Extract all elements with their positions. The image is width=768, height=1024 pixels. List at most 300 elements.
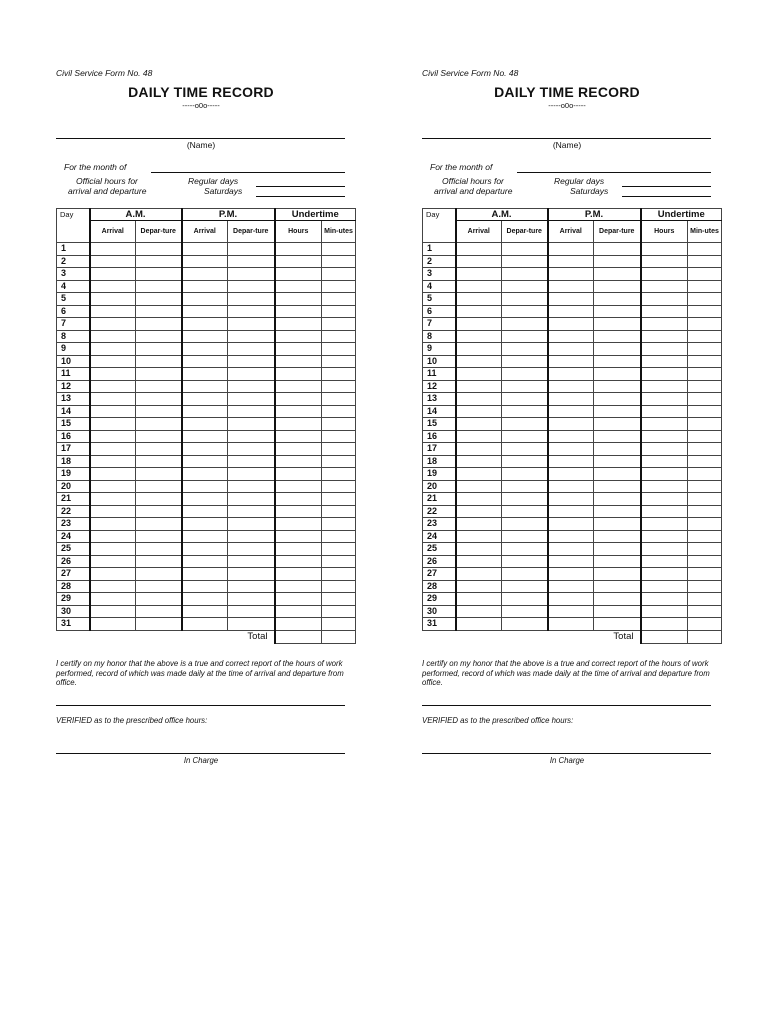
am-arrival-cell[interactable]: [90, 605, 136, 618]
undertime-minutes-cell[interactable]: [322, 568, 356, 581]
pm-departure-cell[interactable]: [594, 368, 641, 381]
pm-departure-cell[interactable]: [228, 493, 275, 506]
pm-arrival-cell[interactable]: [548, 580, 594, 593]
am-arrival-cell[interactable]: [456, 555, 502, 568]
pm-arrival-cell[interactable]: [182, 568, 228, 581]
undertime-hours-cell[interactable]: [641, 518, 688, 531]
pm-departure-cell[interactable]: [594, 593, 641, 606]
pm-departure-cell[interactable]: [228, 330, 275, 343]
pm-departure-cell[interactable]: [594, 555, 641, 568]
am-arrival-cell[interactable]: [90, 580, 136, 593]
pm-departure-cell[interactable]: [228, 243, 275, 256]
pm-departure-cell[interactable]: [594, 443, 641, 456]
pm-arrival-cell[interactable]: [182, 330, 228, 343]
pm-arrival-cell[interactable]: [548, 530, 594, 543]
pm-departure-cell[interactable]: [228, 430, 275, 443]
undertime-minutes-cell[interactable]: [322, 393, 356, 406]
pm-departure-cell[interactable]: [228, 293, 275, 306]
pm-arrival-cell[interactable]: [548, 330, 594, 343]
undertime-minutes-cell[interactable]: [322, 268, 356, 281]
undertime-minutes-cell[interactable]: [688, 543, 722, 556]
am-departure-cell[interactable]: [502, 418, 548, 431]
undertime-minutes-cell[interactable]: [688, 280, 722, 293]
pm-arrival-cell[interactable]: [182, 468, 228, 481]
undertime-hours-cell[interactable]: [275, 480, 322, 493]
undertime-hours-cell[interactable]: [641, 618, 688, 631]
am-arrival-cell[interactable]: [90, 555, 136, 568]
pm-arrival-cell[interactable]: [182, 305, 228, 318]
undertime-minutes-cell[interactable]: [322, 530, 356, 543]
pm-arrival-cell[interactable]: [548, 318, 594, 331]
am-departure-cell[interactable]: [502, 380, 548, 393]
pm-departure-cell[interactable]: [594, 355, 641, 368]
pm-arrival-cell[interactable]: [548, 293, 594, 306]
total-minutes-cell[interactable]: [322, 630, 356, 643]
undertime-minutes-cell[interactable]: [688, 480, 722, 493]
undertime-hours-cell[interactable]: [641, 255, 688, 268]
am-departure-cell[interactable]: [502, 293, 548, 306]
undertime-hours-cell[interactable]: [641, 468, 688, 481]
pm-departure-cell[interactable]: [594, 255, 641, 268]
undertime-minutes-cell[interactable]: [688, 555, 722, 568]
undertime-minutes-cell[interactable]: [322, 380, 356, 393]
pm-arrival-cell[interactable]: [548, 568, 594, 581]
name-line[interactable]: [422, 138, 711, 139]
pm-arrival-cell[interactable]: [182, 430, 228, 443]
regular-days-field[interactable]: [622, 186, 711, 187]
pm-departure-cell[interactable]: [228, 455, 275, 468]
am-arrival-cell[interactable]: [90, 330, 136, 343]
undertime-minutes-cell[interactable]: [322, 305, 356, 318]
pm-departure-cell[interactable]: [228, 443, 275, 456]
undertime-minutes-cell[interactable]: [688, 618, 722, 631]
am-departure-cell[interactable]: [502, 268, 548, 281]
pm-departure-cell[interactable]: [228, 368, 275, 381]
am-departure-cell[interactable]: [502, 543, 548, 556]
undertime-hours-cell[interactable]: [275, 280, 322, 293]
pm-arrival-cell[interactable]: [182, 580, 228, 593]
am-departure-cell[interactable]: [136, 405, 182, 418]
undertime-hours-cell[interactable]: [275, 430, 322, 443]
undertime-minutes-cell[interactable]: [688, 493, 722, 506]
undertime-minutes-cell[interactable]: [322, 318, 356, 331]
undertime-minutes-cell[interactable]: [688, 380, 722, 393]
am-arrival-cell[interactable]: [90, 380, 136, 393]
am-departure-cell[interactable]: [136, 618, 182, 631]
undertime-hours-cell[interactable]: [275, 543, 322, 556]
pm-arrival-cell[interactable]: [182, 418, 228, 431]
undertime-minutes-cell[interactable]: [688, 418, 722, 431]
undertime-hours-cell[interactable]: [275, 343, 322, 356]
undertime-hours-cell[interactable]: [641, 418, 688, 431]
am-departure-cell[interactable]: [136, 455, 182, 468]
am-arrival-cell[interactable]: [90, 518, 136, 531]
am-arrival-cell[interactable]: [456, 593, 502, 606]
undertime-minutes-cell[interactable]: [322, 555, 356, 568]
pm-arrival-cell[interactable]: [182, 505, 228, 518]
am-departure-cell[interactable]: [502, 330, 548, 343]
am-departure-cell[interactable]: [136, 343, 182, 356]
pm-arrival-cell[interactable]: [182, 368, 228, 381]
undertime-minutes-cell[interactable]: [688, 468, 722, 481]
pm-arrival-cell[interactable]: [182, 618, 228, 631]
am-departure-cell[interactable]: [136, 293, 182, 306]
pm-arrival-cell[interactable]: [548, 430, 594, 443]
saturdays-field[interactable]: [622, 196, 711, 197]
am-arrival-cell[interactable]: [90, 418, 136, 431]
employee-signature-line[interactable]: [56, 705, 345, 706]
undertime-hours-cell[interactable]: [641, 605, 688, 618]
undertime-hours-cell[interactable]: [641, 580, 688, 593]
am-departure-cell[interactable]: [136, 443, 182, 456]
am-arrival-cell[interactable]: [90, 305, 136, 318]
pm-departure-cell[interactable]: [228, 318, 275, 331]
am-arrival-cell[interactable]: [456, 305, 502, 318]
pm-arrival-cell[interactable]: [548, 343, 594, 356]
am-arrival-cell[interactable]: [456, 443, 502, 456]
am-departure-cell[interactable]: [136, 430, 182, 443]
am-arrival-cell[interactable]: [90, 480, 136, 493]
am-departure-cell[interactable]: [136, 368, 182, 381]
am-arrival-cell[interactable]: [456, 380, 502, 393]
am-departure-cell[interactable]: [136, 243, 182, 256]
pm-departure-cell[interactable]: [228, 480, 275, 493]
am-departure-cell[interactable]: [136, 568, 182, 581]
undertime-minutes-cell[interactable]: [322, 443, 356, 456]
am-arrival-cell[interactable]: [456, 355, 502, 368]
am-arrival-cell[interactable]: [90, 318, 136, 331]
am-arrival-cell[interactable]: [90, 443, 136, 456]
employee-signature-line[interactable]: [422, 705, 711, 706]
pm-departure-cell[interactable]: [594, 343, 641, 356]
undertime-minutes-cell[interactable]: [322, 593, 356, 606]
pm-departure-cell[interactable]: [594, 605, 641, 618]
am-departure-cell[interactable]: [502, 568, 548, 581]
pm-arrival-cell[interactable]: [548, 355, 594, 368]
undertime-hours-cell[interactable]: [641, 480, 688, 493]
pm-arrival-cell[interactable]: [548, 480, 594, 493]
pm-departure-cell[interactable]: [594, 305, 641, 318]
pm-departure-cell[interactable]: [228, 468, 275, 481]
am-arrival-cell[interactable]: [456, 343, 502, 356]
pm-departure-cell[interactable]: [594, 468, 641, 481]
am-arrival-cell[interactable]: [456, 493, 502, 506]
pm-departure-cell[interactable]: [594, 318, 641, 331]
undertime-hours-cell[interactable]: [275, 305, 322, 318]
am-arrival-cell[interactable]: [90, 243, 136, 256]
undertime-minutes-cell[interactable]: [688, 355, 722, 368]
am-departure-cell[interactable]: [136, 518, 182, 531]
pm-arrival-cell[interactable]: [182, 518, 228, 531]
undertime-minutes-cell[interactable]: [322, 430, 356, 443]
pm-departure-cell[interactable]: [594, 380, 641, 393]
undertime-minutes-cell[interactable]: [322, 355, 356, 368]
undertime-minutes-cell[interactable]: [688, 318, 722, 331]
pm-departure-cell[interactable]: [594, 268, 641, 281]
am-departure-cell[interactable]: [136, 280, 182, 293]
undertime-minutes-cell[interactable]: [688, 343, 722, 356]
undertime-hours-cell[interactable]: [641, 593, 688, 606]
undertime-minutes-cell[interactable]: [322, 405, 356, 418]
am-arrival-cell[interactable]: [90, 618, 136, 631]
am-arrival-cell[interactable]: [90, 455, 136, 468]
undertime-hours-cell[interactable]: [641, 380, 688, 393]
pm-arrival-cell[interactable]: [548, 593, 594, 606]
pm-arrival-cell[interactable]: [548, 418, 594, 431]
am-arrival-cell[interactable]: [90, 355, 136, 368]
am-departure-cell[interactable]: [136, 380, 182, 393]
am-arrival-cell[interactable]: [456, 505, 502, 518]
undertime-hours-cell[interactable]: [641, 443, 688, 456]
am-arrival-cell[interactable]: [456, 405, 502, 418]
pm-arrival-cell[interactable]: [182, 493, 228, 506]
pm-departure-cell[interactable]: [228, 580, 275, 593]
am-arrival-cell[interactable]: [90, 368, 136, 381]
undertime-hours-cell[interactable]: [275, 293, 322, 306]
pm-departure-cell[interactable]: [594, 280, 641, 293]
am-departure-cell[interactable]: [502, 468, 548, 481]
undertime-hours-cell[interactable]: [641, 355, 688, 368]
undertime-minutes-cell[interactable]: [322, 493, 356, 506]
pm-arrival-cell[interactable]: [548, 280, 594, 293]
am-arrival-cell[interactable]: [90, 493, 136, 506]
undertime-hours-cell[interactable]: [641, 293, 688, 306]
am-arrival-cell[interactable]: [456, 243, 502, 256]
pm-arrival-cell[interactable]: [548, 380, 594, 393]
total-minutes-cell[interactable]: [688, 630, 722, 643]
undertime-hours-cell[interactable]: [641, 430, 688, 443]
am-departure-cell[interactable]: [136, 543, 182, 556]
pm-arrival-cell[interactable]: [182, 343, 228, 356]
am-arrival-cell[interactable]: [456, 268, 502, 281]
am-departure-cell[interactable]: [136, 318, 182, 331]
undertime-minutes-cell[interactable]: [688, 243, 722, 256]
pm-arrival-cell[interactable]: [548, 505, 594, 518]
am-departure-cell[interactable]: [136, 555, 182, 568]
am-arrival-cell[interactable]: [456, 368, 502, 381]
pm-departure-cell[interactable]: [228, 393, 275, 406]
undertime-minutes-cell[interactable]: [322, 605, 356, 618]
undertime-minutes-cell[interactable]: [688, 518, 722, 531]
am-departure-cell[interactable]: [502, 505, 548, 518]
am-arrival-cell[interactable]: [90, 280, 136, 293]
am-departure-cell[interactable]: [136, 418, 182, 431]
pm-departure-cell[interactable]: [228, 530, 275, 543]
am-arrival-cell[interactable]: [456, 293, 502, 306]
pm-arrival-cell[interactable]: [182, 605, 228, 618]
undertime-hours-cell[interactable]: [275, 530, 322, 543]
am-arrival-cell[interactable]: [90, 468, 136, 481]
am-arrival-cell[interactable]: [456, 455, 502, 468]
undertime-hours-cell[interactable]: [641, 268, 688, 281]
undertime-minutes-cell[interactable]: [688, 568, 722, 581]
am-departure-cell[interactable]: [502, 580, 548, 593]
am-arrival-cell[interactable]: [456, 605, 502, 618]
pm-arrival-cell[interactable]: [182, 455, 228, 468]
undertime-hours-cell[interactable]: [275, 355, 322, 368]
pm-departure-cell[interactable]: [228, 605, 275, 618]
am-arrival-cell[interactable]: [456, 330, 502, 343]
am-departure-cell[interactable]: [136, 493, 182, 506]
undertime-hours-cell[interactable]: [275, 493, 322, 506]
pm-arrival-cell[interactable]: [548, 493, 594, 506]
undertime-minutes-cell[interactable]: [688, 443, 722, 456]
am-departure-cell[interactable]: [502, 255, 548, 268]
pm-departure-cell[interactable]: [228, 405, 275, 418]
undertime-minutes-cell[interactable]: [688, 255, 722, 268]
undertime-hours-cell[interactable]: [275, 255, 322, 268]
pm-arrival-cell[interactable]: [182, 480, 228, 493]
am-departure-cell[interactable]: [502, 455, 548, 468]
undertime-hours-cell[interactable]: [275, 593, 322, 606]
pm-arrival-cell[interactable]: [548, 305, 594, 318]
am-departure-cell[interactable]: [136, 480, 182, 493]
am-departure-cell[interactable]: [502, 318, 548, 331]
pm-arrival-cell[interactable]: [182, 393, 228, 406]
pm-departure-cell[interactable]: [228, 593, 275, 606]
undertime-minutes-cell[interactable]: [322, 505, 356, 518]
undertime-hours-cell[interactable]: [275, 380, 322, 393]
pm-departure-cell[interactable]: [594, 418, 641, 431]
undertime-minutes-cell[interactable]: [322, 468, 356, 481]
undertime-hours-cell[interactable]: [275, 368, 322, 381]
pm-arrival-cell[interactable]: [182, 443, 228, 456]
am-departure-cell[interactable]: [502, 355, 548, 368]
pm-departure-cell[interactable]: [594, 530, 641, 543]
pm-arrival-cell[interactable]: [182, 355, 228, 368]
am-departure-cell[interactable]: [502, 530, 548, 543]
pm-arrival-cell[interactable]: [548, 243, 594, 256]
am-departure-cell[interactable]: [502, 280, 548, 293]
am-arrival-cell[interactable]: [90, 568, 136, 581]
pm-departure-cell[interactable]: [594, 493, 641, 506]
am-departure-cell[interactable]: [502, 518, 548, 531]
undertime-hours-cell[interactable]: [641, 393, 688, 406]
undertime-minutes-cell[interactable]: [688, 330, 722, 343]
pm-arrival-cell[interactable]: [182, 243, 228, 256]
am-arrival-cell[interactable]: [456, 418, 502, 431]
pm-departure-cell[interactable]: [228, 355, 275, 368]
am-departure-cell[interactable]: [136, 605, 182, 618]
undertime-minutes-cell[interactable]: [322, 543, 356, 556]
undertime-hours-cell[interactable]: [641, 455, 688, 468]
undertime-hours-cell[interactable]: [641, 368, 688, 381]
am-arrival-cell[interactable]: [90, 293, 136, 306]
am-departure-cell[interactable]: [136, 330, 182, 343]
undertime-hours-cell[interactable]: [275, 330, 322, 343]
am-arrival-cell[interactable]: [456, 543, 502, 556]
undertime-minutes-cell[interactable]: [322, 618, 356, 631]
am-arrival-cell[interactable]: [456, 255, 502, 268]
am-arrival-cell[interactable]: [90, 430, 136, 443]
am-arrival-cell[interactable]: [90, 543, 136, 556]
am-departure-cell[interactable]: [136, 255, 182, 268]
am-arrival-cell[interactable]: [90, 343, 136, 356]
undertime-minutes-cell[interactable]: [688, 293, 722, 306]
pm-departure-cell[interactable]: [228, 505, 275, 518]
undertime-hours-cell[interactable]: [275, 505, 322, 518]
month-field[interactable]: [517, 172, 711, 173]
am-departure-cell[interactable]: [502, 368, 548, 381]
pm-arrival-cell[interactable]: [182, 280, 228, 293]
in-charge-signature-line[interactable]: [56, 753, 345, 754]
undertime-minutes-cell[interactable]: [322, 243, 356, 256]
undertime-minutes-cell[interactable]: [322, 330, 356, 343]
undertime-hours-cell[interactable]: [641, 555, 688, 568]
undertime-hours-cell[interactable]: [641, 405, 688, 418]
undertime-hours-cell[interactable]: [641, 505, 688, 518]
am-departure-cell[interactable]: [136, 580, 182, 593]
undertime-minutes-cell[interactable]: [688, 605, 722, 618]
am-departure-cell[interactable]: [136, 305, 182, 318]
undertime-hours-cell[interactable]: [275, 243, 322, 256]
pm-arrival-cell[interactable]: [182, 255, 228, 268]
pm-departure-cell[interactable]: [228, 280, 275, 293]
undertime-hours-cell[interactable]: [641, 543, 688, 556]
undertime-minutes-cell[interactable]: [322, 293, 356, 306]
am-departure-cell[interactable]: [136, 268, 182, 281]
undertime-hours-cell[interactable]: [275, 405, 322, 418]
pm-departure-cell[interactable]: [594, 455, 641, 468]
undertime-hours-cell[interactable]: [275, 443, 322, 456]
pm-departure-cell[interactable]: [594, 618, 641, 631]
undertime-minutes-cell[interactable]: [322, 280, 356, 293]
am-arrival-cell[interactable]: [456, 568, 502, 581]
undertime-hours-cell[interactable]: [641, 305, 688, 318]
am-departure-cell[interactable]: [502, 493, 548, 506]
pm-arrival-cell[interactable]: [548, 268, 594, 281]
pm-departure-cell[interactable]: [228, 543, 275, 556]
am-arrival-cell[interactable]: [456, 580, 502, 593]
am-departure-cell[interactable]: [136, 530, 182, 543]
undertime-hours-cell[interactable]: [275, 468, 322, 481]
pm-arrival-cell[interactable]: [182, 593, 228, 606]
am-departure-cell[interactable]: [136, 593, 182, 606]
pm-arrival-cell[interactable]: [182, 543, 228, 556]
undertime-minutes-cell[interactable]: [688, 368, 722, 381]
pm-departure-cell[interactable]: [228, 618, 275, 631]
undertime-hours-cell[interactable]: [641, 243, 688, 256]
am-arrival-cell[interactable]: [90, 255, 136, 268]
pm-departure-cell[interactable]: [228, 305, 275, 318]
am-departure-cell[interactable]: [502, 555, 548, 568]
pm-arrival-cell[interactable]: [548, 618, 594, 631]
undertime-minutes-cell[interactable]: [322, 418, 356, 431]
pm-arrival-cell[interactable]: [548, 543, 594, 556]
am-arrival-cell[interactable]: [90, 530, 136, 543]
undertime-minutes-cell[interactable]: [688, 393, 722, 406]
pm-departure-cell[interactable]: [228, 268, 275, 281]
pm-arrival-cell[interactable]: [182, 555, 228, 568]
pm-departure-cell[interactable]: [594, 393, 641, 406]
pm-departure-cell[interactable]: [228, 568, 275, 581]
total-hours-cell[interactable]: [275, 630, 322, 643]
pm-arrival-cell[interactable]: [548, 518, 594, 531]
pm-departure-cell[interactable]: [594, 293, 641, 306]
pm-departure-cell[interactable]: [228, 343, 275, 356]
pm-departure-cell[interactable]: [594, 505, 641, 518]
am-departure-cell[interactable]: [136, 393, 182, 406]
month-field[interactable]: [151, 172, 345, 173]
undertime-hours-cell[interactable]: [275, 580, 322, 593]
undertime-minutes-cell[interactable]: [322, 518, 356, 531]
am-departure-cell[interactable]: [136, 355, 182, 368]
am-departure-cell[interactable]: [502, 605, 548, 618]
am-arrival-cell[interactable]: [456, 318, 502, 331]
undertime-minutes-cell[interactable]: [688, 593, 722, 606]
am-arrival-cell[interactable]: [90, 393, 136, 406]
pm-arrival-cell[interactable]: [182, 268, 228, 281]
